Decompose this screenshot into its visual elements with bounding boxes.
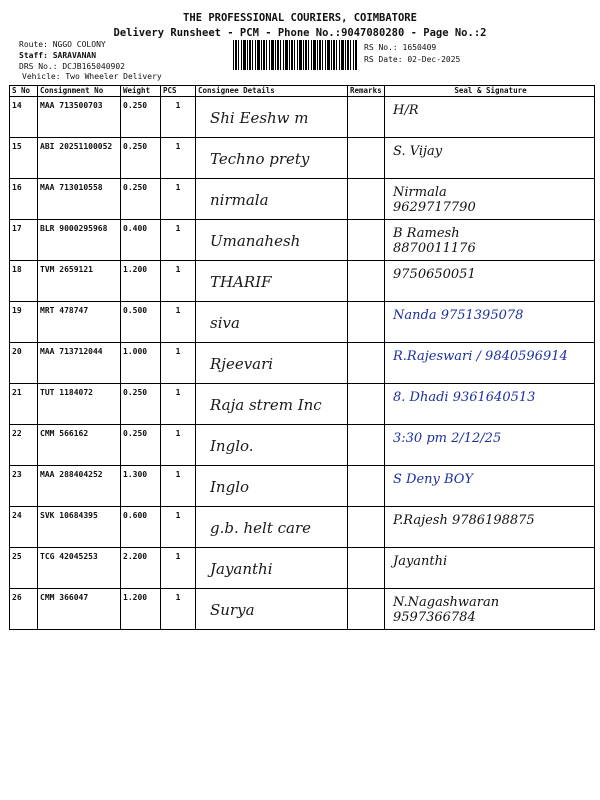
row-consignment: MAA 713010558 (38, 179, 121, 220)
row-pcs: 1 (161, 507, 196, 548)
row-remarks (348, 425, 385, 466)
header-consignee: Consignee Details (196, 86, 348, 97)
header-remarks: Remarks (348, 86, 385, 97)
row-weight: 0.250 (121, 138, 161, 179)
row-consignee-handwriting: g.b. helt care (210, 519, 312, 537)
row-consignment: MRT 478747 (38, 302, 121, 343)
row-pcs: 1 (161, 97, 196, 138)
row-consignee-cell (196, 343, 348, 384)
row-pcs: 1 (161, 179, 196, 220)
table-row (10, 343, 595, 384)
row-consignee-handwriting: siva (210, 314, 240, 332)
row-seal-cell (385, 261, 595, 302)
row-sno: 18 (10, 261, 38, 302)
route: Route: NGGO COLONY (19, 40, 106, 49)
row-signature: P.Rajesh 9786198875 (393, 513, 535, 528)
row-consignee-cell (196, 507, 348, 548)
row-consignee-cell (196, 425, 348, 466)
row-consignee-cell (196, 466, 348, 507)
row-remarks (348, 97, 385, 138)
row-sno: 15 (10, 138, 38, 179)
row-seal-cell (385, 343, 595, 384)
row-sno: 23 (10, 466, 38, 507)
header-pcs: PCS (161, 86, 196, 97)
row-pcs: 1 (161, 466, 196, 507)
company-title: THE PROFESSIONAL COURIERS, COIMBATORE (183, 12, 417, 24)
table-row (10, 466, 595, 507)
row-seal-cell (385, 97, 595, 138)
row-consignee-handwriting: Rjeevari (210, 355, 274, 373)
row-consignee-cell (196, 97, 348, 138)
row-seal-cell (385, 220, 595, 261)
row-remarks (348, 179, 385, 220)
table-row (10, 220, 595, 261)
row-seal-cell (385, 179, 595, 220)
row-remarks (348, 548, 385, 589)
row-seal-cell (385, 507, 595, 548)
row-seal-cell (385, 384, 595, 425)
row-remarks (348, 466, 385, 507)
table-row (10, 302, 595, 343)
row-signature: Nanda 9751395078 (393, 308, 524, 323)
row-pcs: 1 (161, 589, 196, 630)
header-weight: Weight (121, 86, 161, 97)
row-seal-cell (385, 589, 595, 630)
row-sno: 24 (10, 507, 38, 548)
row-weight: 2.200 (121, 548, 161, 589)
table-row (10, 425, 595, 466)
row-consignee-cell (196, 384, 348, 425)
table-row (10, 548, 595, 589)
row-consignment: BLR 9000295968 (38, 220, 121, 261)
row-pcs: 1 (161, 138, 196, 179)
table-row (10, 179, 595, 220)
row-consignee-cell (196, 548, 348, 589)
row-signature: 9750650051 (393, 267, 476, 282)
row-weight: 0.250 (121, 384, 161, 425)
row-consignment: TCG 42045253 (38, 548, 121, 589)
row-seal-cell (385, 138, 595, 179)
table-row (10, 261, 595, 302)
row-signature: S. Vijay (393, 144, 443, 159)
row-signature: Jayanthi (393, 554, 448, 569)
row-consignee-cell (196, 220, 348, 261)
row-seal-cell (385, 548, 595, 589)
row-sno: 26 (10, 589, 38, 630)
row-consignee-handwriting: Inglo. (210, 437, 254, 455)
row-sno: 16 (10, 179, 38, 220)
row-pcs: 1 (161, 220, 196, 261)
row-weight: 0.250 (121, 179, 161, 220)
row-consignee-cell (196, 261, 348, 302)
row-remarks (348, 302, 385, 343)
row-sno: 14 (10, 97, 38, 138)
row-signature: H/R (393, 103, 419, 118)
row-pcs: 1 (161, 384, 196, 425)
row-pcs: 1 (161, 425, 196, 466)
row-consignment: CMM 566162 (38, 425, 121, 466)
row-weight: 1.200 (121, 589, 161, 630)
row-consignment: ABI 20251100052 (38, 138, 121, 179)
row-seal-cell (385, 302, 595, 343)
row-pcs: 1 (161, 302, 196, 343)
row-signature: 8. Dhadi 9361640513 (393, 390, 536, 405)
row-consignment: TVM 2659121 (38, 261, 121, 302)
drs-number: DRS No.: DCJB165040902 (19, 62, 125, 71)
row-consignee-handwriting: Shi Eeshw m (210, 109, 309, 127)
row-signature: N.Nagashwaran 9597366784 (393, 595, 500, 625)
row-remarks (348, 589, 385, 630)
row-sno: 17 (10, 220, 38, 261)
row-consignment: MAA 713500703 (38, 97, 121, 138)
row-consignment: CMM 366047 (38, 589, 121, 630)
header-sno: S No (10, 86, 38, 97)
row-remarks (348, 138, 385, 179)
table-row (10, 97, 595, 138)
row-weight: 1.300 (121, 466, 161, 507)
row-weight: 0.250 (121, 97, 161, 138)
vehicle: Vehicle: Two Wheeler Delivery (22, 72, 162, 81)
row-remarks (348, 384, 385, 425)
runsheet-subtitle: Delivery Runsheet - PCM - Phone No.:9047080280 - Page No.:2 (113, 27, 487, 39)
row-weight: 0.250 (121, 425, 161, 466)
row-consignee-handwriting: Umanahesh (210, 232, 301, 250)
row-signature: S Deny BOY (393, 472, 474, 487)
row-pcs: 1 (161, 548, 196, 589)
row-signature: B Ramesh 8870011176 (393, 226, 476, 256)
row-weight: 0.400 (121, 220, 161, 261)
row-seal-cell (385, 466, 595, 507)
row-remarks (348, 343, 385, 384)
row-consignee-handwriting: THARIF (210, 273, 272, 291)
runsheet-table (9, 85, 595, 630)
row-signature: R.Rajeswari / 9840596914 (393, 349, 568, 364)
row-signature: Nirmala 9629717790 (393, 185, 476, 215)
row-consignee-handwriting: Jayanthi (210, 560, 273, 578)
staff: Staff: SARAVANAN (19, 51, 97, 60)
row-weight: 1.200 (121, 261, 161, 302)
row-consignee-handwriting: Techno prety (210, 150, 310, 168)
row-consignment: MAA 288404252 (38, 466, 121, 507)
row-consignee-handwriting: nirmala (210, 191, 269, 209)
row-sno: 25 (10, 548, 38, 589)
rs-number: RS No.: 1650409 (364, 43, 437, 52)
row-weight: 0.500 (121, 302, 161, 343)
row-consignee-cell (196, 179, 348, 220)
table-row (10, 507, 595, 548)
table-header-row (10, 86, 595, 97)
row-remarks (348, 261, 385, 302)
row-consignee-cell (196, 138, 348, 179)
header-seal: Seal & Signature (385, 86, 595, 97)
row-pcs: 1 (161, 261, 196, 302)
row-sno: 20 (10, 343, 38, 384)
row-consignment: SVK 10684395 (38, 507, 121, 548)
table-row (10, 384, 595, 425)
header-consignment: Consignment No (38, 86, 121, 97)
row-weight: 1.000 (121, 343, 161, 384)
row-seal-cell (385, 425, 595, 466)
rs-date: RS Date: 02-Dec-2025 (364, 55, 461, 64)
table-row (10, 589, 595, 630)
barcode-image (233, 40, 357, 70)
row-consignee-cell (196, 589, 348, 630)
row-sno: 22 (10, 425, 38, 466)
row-consignment: MAA 713712044 (38, 343, 121, 384)
row-sno: 19 (10, 302, 38, 343)
row-consignee-handwriting: Raja strem Inc (210, 396, 322, 414)
row-consignee-cell (196, 302, 348, 343)
row-consignee-handwriting: Inglo (210, 478, 250, 496)
table-row (10, 138, 595, 179)
row-remarks (348, 507, 385, 548)
row-consignee-handwriting: Surya (210, 601, 255, 619)
row-signature: 3:30 pm 2/12/25 (393, 431, 502, 446)
row-weight: 0.600 (121, 507, 161, 548)
row-sno: 21 (10, 384, 38, 425)
row-pcs: 1 (161, 343, 196, 384)
row-remarks (348, 220, 385, 261)
row-consignment: TUT 1184072 (38, 384, 121, 425)
